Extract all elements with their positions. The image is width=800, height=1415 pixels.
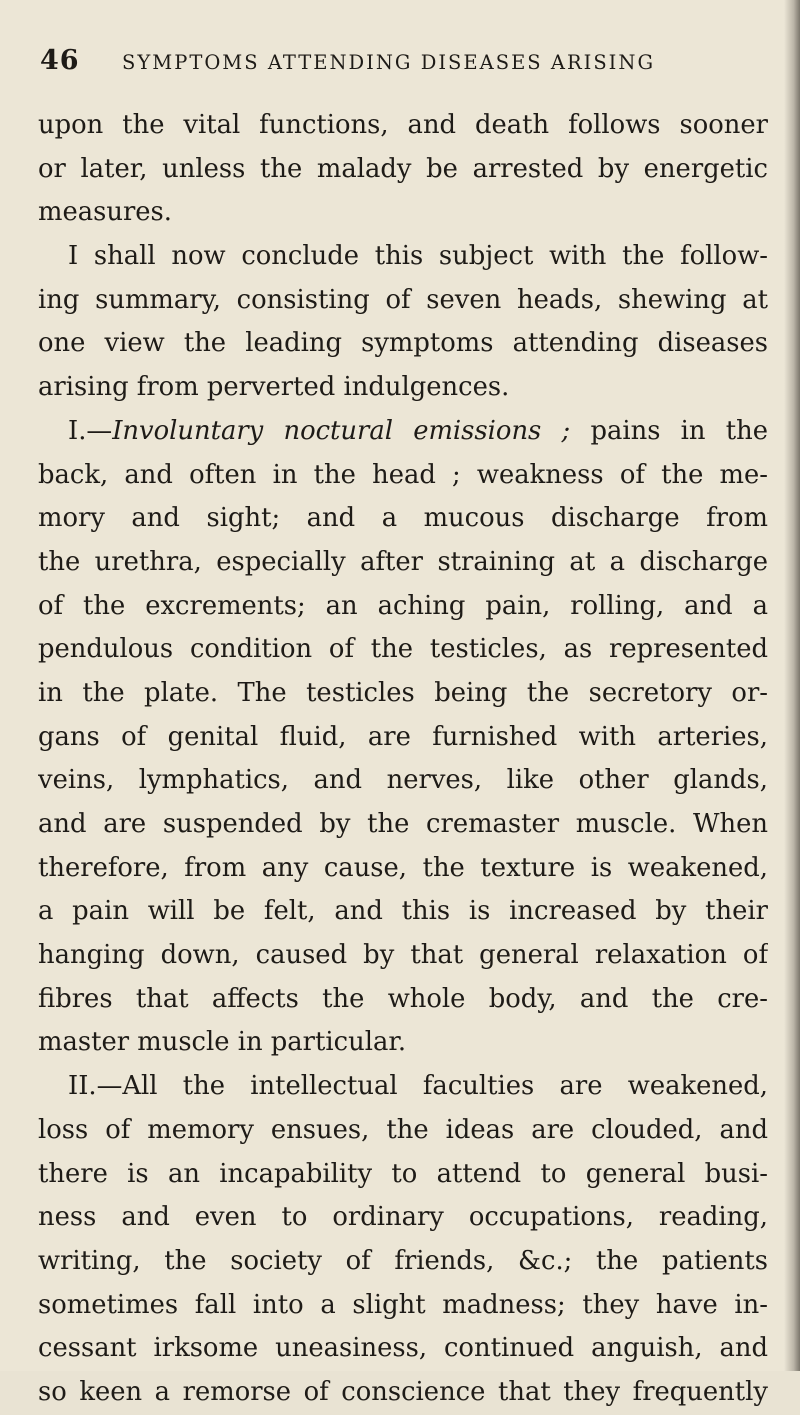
text-line: loss of memory ensues, the ideas are clouded, and: [38, 1114, 768, 1145]
text-line: the urethra, especially after straining at a discharge: [38, 546, 768, 577]
text-line: in the plate. The testicles being the secretory or-: [38, 677, 768, 708]
text-line: back, and often in the head ; weakness of the me-: [38, 459, 768, 490]
page-number: 46: [40, 45, 80, 76]
text-line: there is an incapability to attend to general busi-: [38, 1158, 768, 1189]
text-line: veins, lymphatics, and nerves, like other glands,: [38, 765, 768, 796]
page-header: [40, 45, 760, 85]
text-line: gans of genital fluid, are furnished with arteries,: [38, 721, 768, 752]
running-head: SYMPTOMS ATTENDING DISEASES ARISING: [122, 51, 656, 74]
text-line: sometimes fall into a slight madness; they have in-: [38, 1289, 768, 1320]
heading-continuation: pains in the: [570, 415, 768, 446]
text-line: II.—All the intellectual faculties are weakened,: [68, 1071, 768, 1102]
text-line: master muscle in particular.: [38, 1027, 407, 1058]
text-line: ness and even to ordinary occupations, reading,: [38, 1202, 768, 1233]
text-line: measures.: [38, 197, 172, 228]
text-line: one view the leading symptoms attending diseases: [38, 328, 768, 359]
text-line: writing, the society of friends, &c.; the patients: [38, 1245, 768, 1276]
body-text: [38, 104, 768, 1415]
heading-numeral: I.—: [68, 415, 113, 446]
text-line: arising from perverted indulgences.: [38, 372, 510, 403]
text-line-italic: [38, 410, 768, 454]
italic-heading: Involuntary noctural emissions ;: [112, 415, 571, 446]
text-line: hanging down, caused by that general relaxation of: [38, 940, 768, 971]
text-line: pendulous condition of the testicles, as represented: [38, 634, 768, 665]
text-line: fibres that affects the whole body, and the cre-: [38, 983, 768, 1014]
text-line: therefore, from any cause, the texture is weakened,: [38, 852, 768, 883]
text-line: or later, unless the malady be arrested by energetic: [38, 153, 768, 184]
text-line: cessant irksome uneasiness, continued anguish, and: [38, 1333, 768, 1364]
text-line: and are suspended by the cremaster muscle. When: [38, 809, 768, 839]
text-line: ing summary, consisting of seven heads, shewing at: [38, 284, 768, 315]
text-line: mory and sight; and a mucous discharge from: [38, 503, 768, 534]
text-line: so keen a remorse of conscience that they frequently: [38, 1376, 768, 1407]
text-line: upon the vital functions, and death follows sooner: [38, 110, 768, 140]
page-edge-shadow: [784, 0, 800, 1371]
text-line: of the excrements; an aching pain, rolling, and a: [38, 590, 768, 621]
text-line: a pain will be felt, and this is increased by their: [38, 896, 768, 927]
text-line: I shall now conclude this subject with the follow-: [68, 241, 768, 272]
